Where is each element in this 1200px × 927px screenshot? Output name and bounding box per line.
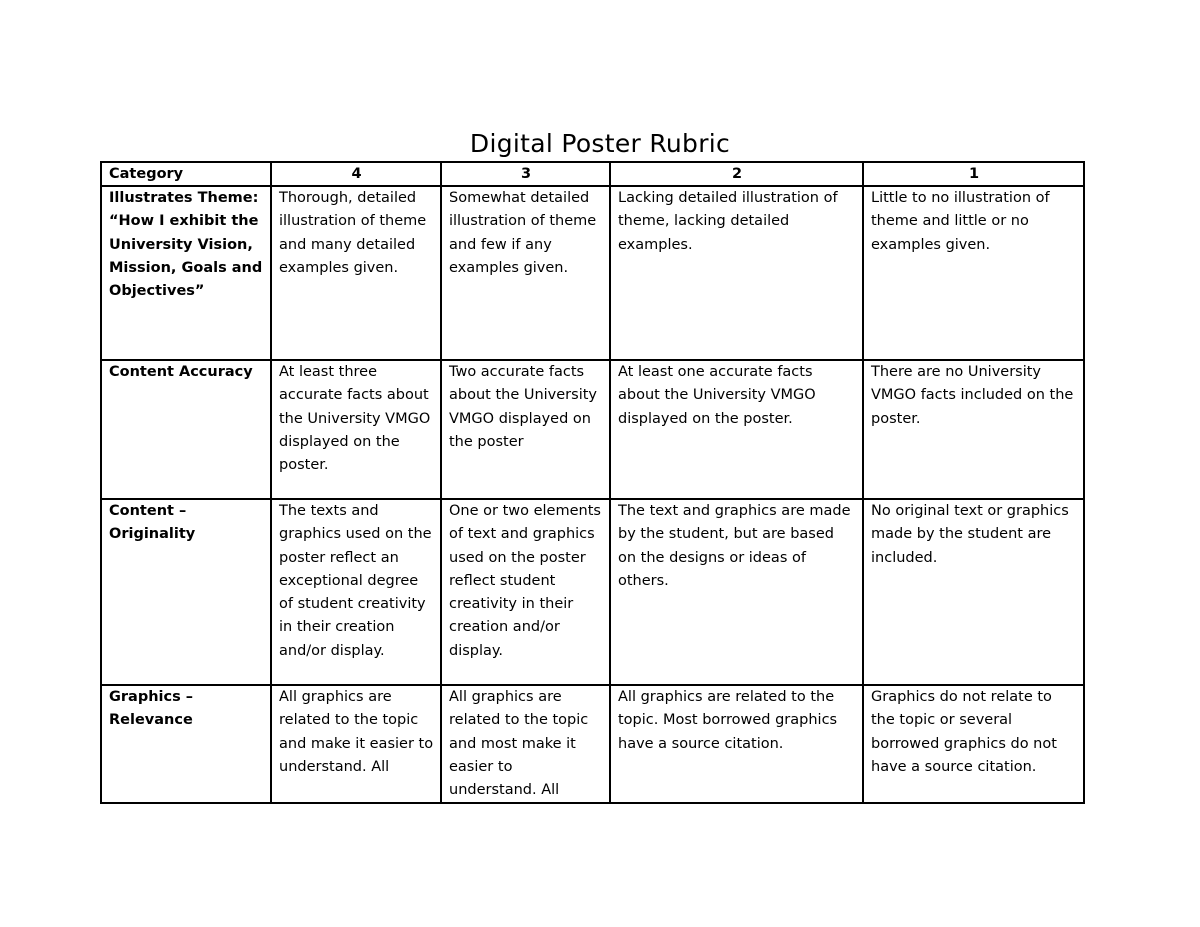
table-row xyxy=(101,360,1084,499)
criteria-cell-4: Thorough, detailed illustration of theme and many detailed examples given. xyxy=(271,186,441,360)
rubric-table xyxy=(100,161,1085,804)
criteria-cell-3: All graphics are related to the topic and most make it easier to understand. All xyxy=(441,685,610,803)
header-score-4: 4 xyxy=(271,162,441,186)
header-category: Category xyxy=(101,162,271,186)
criteria-cell-1: There are no University VMGO facts included on the poster. xyxy=(863,360,1084,499)
header-row xyxy=(101,162,1084,186)
criteria-cell-3: Two accurate facts about the University VMGO displayed on the poster xyxy=(441,360,610,499)
header-score-1: 1 xyxy=(863,162,1084,186)
category-cell: Content Accuracy xyxy=(101,360,271,499)
criteria-cell-3: One or two elements of text and graphics used on the poster reflect student creativity in their creation and/or display. xyxy=(441,499,610,685)
category-cell: Content – Originality xyxy=(101,499,271,685)
criteria-cell-1: No original text or graphics made by the student are included. xyxy=(863,499,1084,685)
criteria-cell-1: Graphics do not relate to the topic or several borrowed graphics do not have a source citation. xyxy=(863,685,1084,803)
criteria-cell-2: All graphics are related to the topic. Most borrowed graphics have a source citation. xyxy=(610,685,863,803)
category-cell: Illustrates Theme: “How I exhibit the University Vision, Mission, Goals and Objectives” xyxy=(101,186,271,360)
criteria-cell-2: At least one accurate facts about the University VMGO displayed on the poster. xyxy=(610,360,863,499)
table-row xyxy=(101,186,1084,360)
category-cell: Graphics – Relevance xyxy=(101,685,271,803)
criteria-cell-4: The texts and graphics used on the poster reflect an exceptional degree of student creativity in their creation and/or display. xyxy=(271,499,441,685)
criteria-cell-3: Somewhat detailed illustration of theme and few if any examples given. xyxy=(441,186,610,360)
table-row xyxy=(101,499,1084,685)
criteria-cell-4: At least three accurate facts about the University VMGO displayed on the poster. xyxy=(271,360,441,499)
criteria-cell-2: Lacking detailed illustration of theme, lacking detailed examples. xyxy=(610,186,863,360)
criteria-cell-4: All graphics are related to the topic and make it easier to understand. All xyxy=(271,685,441,803)
table-row xyxy=(101,685,1084,803)
criteria-cell-1: Little to no illustration of theme and little or no examples given. xyxy=(863,186,1084,360)
header-score-3: 3 xyxy=(441,162,610,186)
criteria-cell-2: The text and graphics are made by the student, but are based on the designs or ideas of others. xyxy=(610,499,863,685)
page-title: Digital Poster Rubric xyxy=(469,128,731,158)
header-score-2: 2 xyxy=(610,162,863,186)
